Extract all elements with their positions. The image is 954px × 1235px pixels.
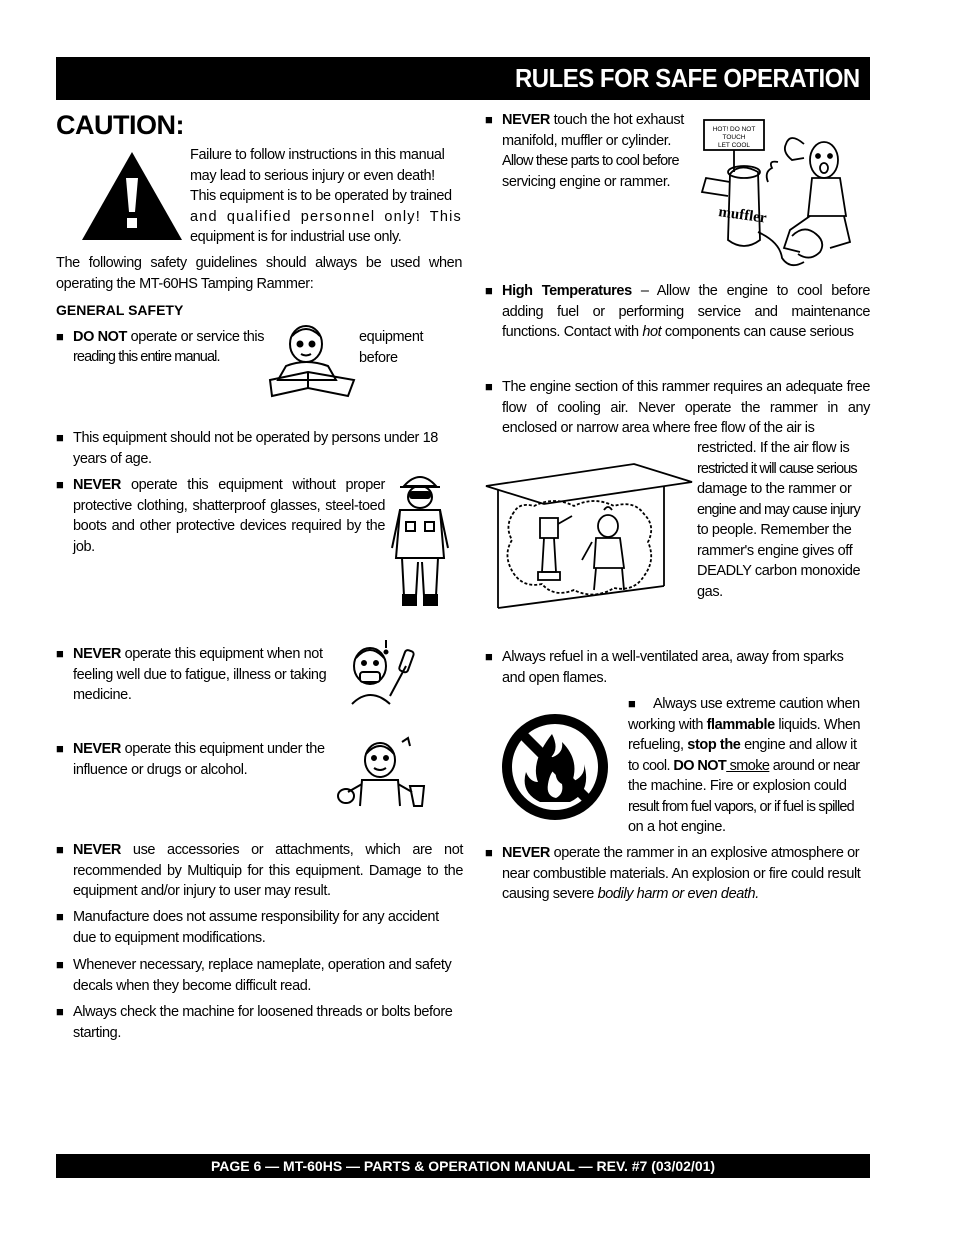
bullet-icon: ■ [485, 649, 493, 664]
bolts-item: Always check the machine for loosened threads or bolts before starting. [73, 1004, 453, 1041]
caution-text [190, 145, 462, 248]
caution-line: may lead to serious injury or even death! [190, 167, 435, 184]
muffler-label: muffler [717, 204, 768, 227]
nameplate-item: Whenever necessary, replace nameplate, operation and safety decals when they become difficult read. [73, 957, 452, 994]
intoxicated-person-illustration [330, 736, 428, 808]
airflow-item-cont: restricted. If the air flow is restricted it will cause serious damage to the rammer or engine and may cause injury to people. Remember the rammer's engine gives off DEADLY carbon monoxide gas. [697, 440, 861, 600]
bullet-icon: ■ [56, 477, 64, 492]
manufacture-item: Manufacture does not assume responsibility for any accident due to equipment modifications. [73, 909, 439, 946]
explosive-item: NEVER operate the rammer in an explosive atmosphere or near combustible materials. An explosion or fire could result causing severe bodily harm or even death. [502, 845, 861, 902]
reading-manual-illustration [268, 322, 356, 398]
do-not-item-cont: reading this entire manual. [73, 349, 220, 365]
high-temperature-item: High Temperatures – Allow the engine to cool before adding fuel or performing service and maintenance functions. Contact with hot components can cause serious [502, 283, 870, 340]
airflow-item: The engine section of this rammer requires an adequate free flow of cooling air. Never operate the rammer in any enclosed or narrow area where free flow of the air is [502, 379, 870, 436]
bullet-icon: ■ [485, 845, 493, 860]
bullet-icon: ■ [56, 329, 64, 344]
no-open-flame-icon [500, 712, 610, 822]
drugs-item: NEVER operate this equipment under the influence or drugs or alcohol. [73, 741, 325, 778]
accessories-item: NEVER use accessories or attachments, which are not recommended by Multiquip for this equipment. Damage to the equipment and/or injury to user may result. [73, 842, 463, 899]
caution-title: CAUTION: [56, 110, 184, 140]
caution-line: equipment is for industrial use only. [190, 229, 402, 245]
clothing-item: NEVER operate this equipment without proper protective clothing, shatterproof glasses, steel-toed boots and other protective devices required by the job. [73, 477, 385, 555]
muffler-sign-line: LET COOL [717, 142, 751, 149]
page-title: RULES FOR SAFE OPERATION [515, 63, 860, 93]
bullet-icon: ■ [485, 283, 493, 298]
bullet-icon: ■ [56, 430, 64, 445]
footer-bar [56, 1154, 870, 1178]
hot-muffler-illustration [700, 112, 872, 276]
caution-line: and qualified personnel only! This [190, 208, 462, 225]
sick-person-illustration [348, 636, 424, 706]
unwell-item: NEVER operate this equipment when not feeling well due to fatigue, illness or taking medicine. [73, 646, 327, 703]
protective-gear-worker-illustration [388, 466, 452, 610]
bullet-icon: ■ [56, 842, 64, 857]
enclosed-area-illustration [484, 456, 694, 614]
flammable-item: Always use extreme caution when working with flammable liquids. When refueling, stop the engine and allow it to cool. DO NOT smoke around or near the machine. Fire or explosion could result from fuel vapors, or if fuel is spilled on a hot engine. [628, 696, 861, 835]
bullet-icon: ■ [485, 112, 493, 127]
bullet-icon: ■ [56, 646, 64, 661]
bullet-icon: ■ [56, 1004, 64, 1019]
age-item: This equipment should not be operated by persons under 18 years of age. [73, 430, 438, 467]
exhaust-item: NEVER touch the hot exhaust manifold, muffler or cylinder. Allow these parts to cool before servicing engine or rammer. [502, 112, 684, 190]
warning-triangle-icon [80, 150, 184, 242]
general-safety-heading: GENERAL SAFETY [56, 302, 184, 318]
muffler-sign-line: HOT! DO NOT [712, 126, 756, 133]
header-bar [56, 57, 870, 100]
caution-line: Failure to follow instructions in this manual [190, 147, 445, 163]
do-not-item-cont: equipment before [359, 329, 424, 366]
page-footer: PAGE 6 — MT-60HS — PARTS & OPERATION MANUAL — REV. #7 (03/02/01) [210, 1158, 716, 1174]
bullet-icon: ■ [485, 379, 493, 394]
muffler-sign-line: TOUCH [722, 134, 746, 141]
do-not-item: DO NOT operate or service this [73, 329, 265, 345]
bullet-icon: ■ [56, 957, 64, 972]
bullet-icon: ■ [628, 696, 636, 711]
caution-line: This equipment is to be operated by trained [190, 188, 452, 204]
intro-text: The following safety guidelines should always be used when operating the MT-60HS Tamping Rammer: [56, 255, 462, 292]
bullet-icon: ■ [56, 741, 64, 756]
refuel-item: Always refuel in a well-ventilated area, away from sparks and open flames. [502, 649, 844, 686]
bullet-icon: ■ [56, 909, 64, 924]
